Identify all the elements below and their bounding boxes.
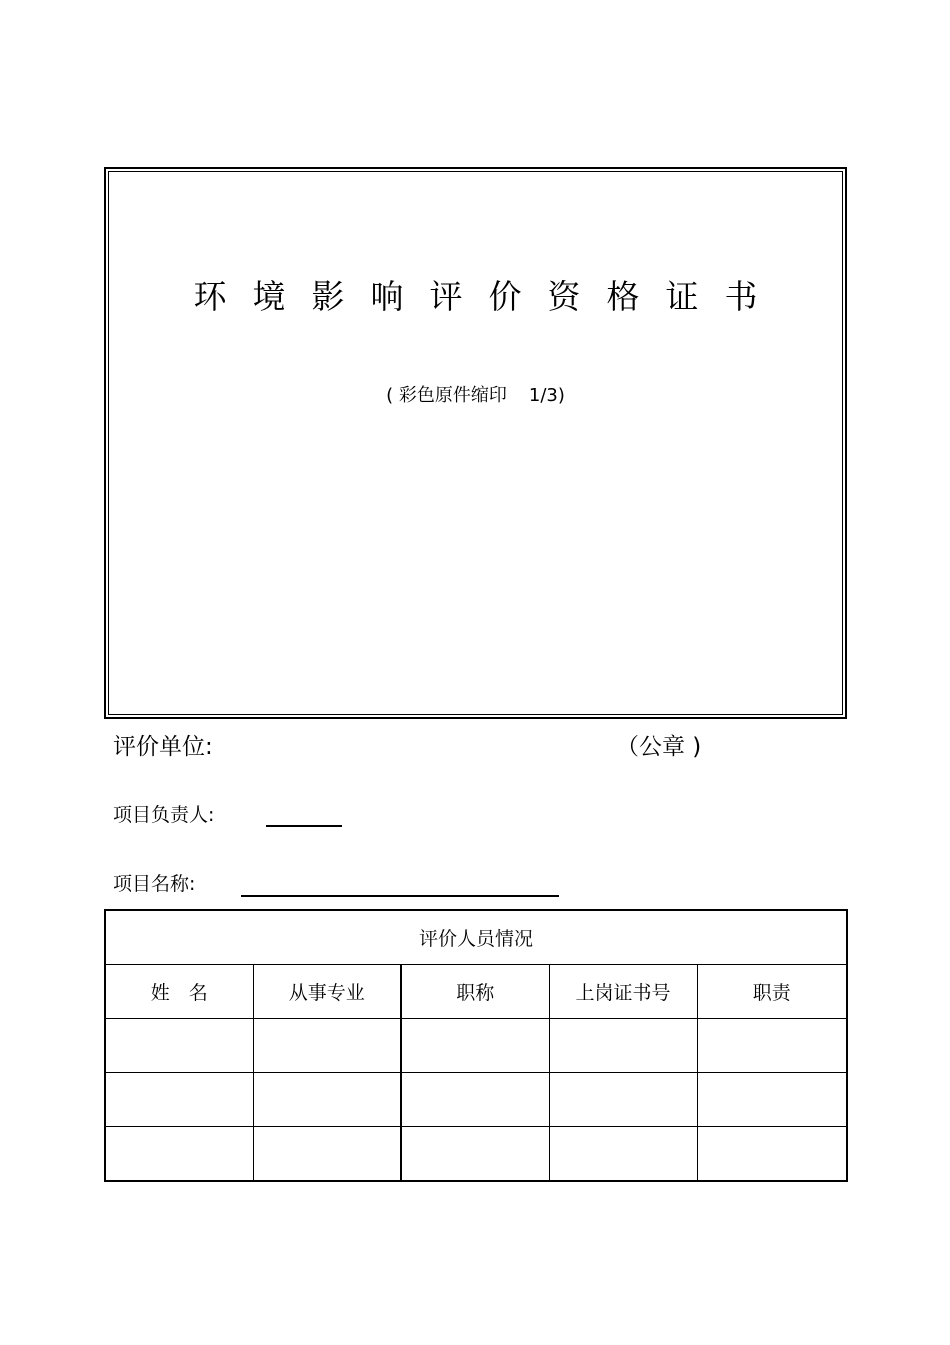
- staff-table-header-row: [105, 965, 847, 1019]
- table-cell[interactable]: [697, 1073, 847, 1127]
- certificate-inner-border: [108, 171, 843, 715]
- table-cell[interactable]: [401, 1019, 549, 1073]
- staff-table-caption: 评价人员情况: [105, 910, 847, 965]
- header-title: 职称: [401, 965, 549, 1019]
- certificate-box: [104, 167, 847, 719]
- table-cell[interactable]: [401, 1127, 549, 1182]
- table-cell[interactable]: [105, 1127, 253, 1182]
- table-cell[interactable]: [105, 1019, 253, 1073]
- table-row: [105, 1019, 847, 1073]
- official-seal-label: （公章 ): [616, 734, 702, 760]
- table-cell[interactable]: [253, 1127, 401, 1182]
- project-leader-label: 项目负责人:: [113, 804, 215, 826]
- project-name-label: 项目名称:: [113, 873, 196, 895]
- subtitle-ratio: 1/3): [528, 385, 565, 406]
- header-certificate-number: 上岗证书号: [549, 965, 697, 1019]
- header-name: 姓 名: [105, 965, 253, 1019]
- table-cell[interactable]: [549, 1073, 697, 1127]
- project-name-underline: [241, 895, 559, 897]
- table-row: [105, 1073, 847, 1127]
- project-leader-underline: [266, 825, 342, 827]
- certificate-subtitle: [106, 384, 845, 408]
- subtitle-text: ( 彩色原件缩印: [386, 385, 507, 406]
- header-duty: 职责: [697, 965, 847, 1019]
- table-cell[interactable]: [549, 1127, 697, 1182]
- header-specialty: 从事专业: [253, 965, 401, 1019]
- table-cell[interactable]: [401, 1073, 549, 1127]
- table-cell[interactable]: [105, 1073, 253, 1127]
- table-cell[interactable]: [697, 1127, 847, 1182]
- evaluation-unit-label: 评价单位:: [113, 734, 213, 760]
- table-cell[interactable]: [253, 1073, 401, 1127]
- certificate-title: 环境影响评价资格证书: [193, 277, 784, 316]
- table-cell[interactable]: [549, 1019, 697, 1073]
- staff-table: [104, 909, 848, 1182]
- table-cell[interactable]: [697, 1019, 847, 1073]
- table-cell[interactable]: [253, 1019, 401, 1073]
- staff-table-caption-row: [105, 910, 847, 965]
- table-row: [105, 1127, 847, 1182]
